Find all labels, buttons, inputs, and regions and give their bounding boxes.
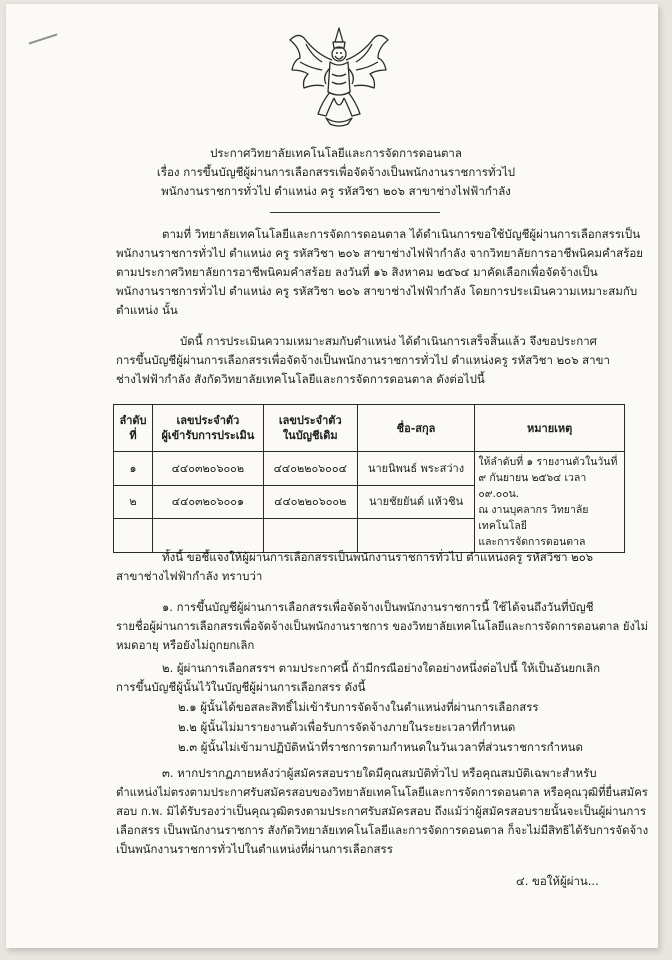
candidate-table	[113, 404, 625, 553]
row-order: ๒	[114, 485, 153, 519]
header-name: ชื่อ-สกุล	[357, 405, 475, 452]
paragraph2-line: บัดนี้ การประเมินความเหมาะสมกับตำแหน่ง ได้ดำเนินการเสร็จสิ้นแล้ว จึงขอประกาศ	[180, 334, 597, 348]
row-assessee-id: ๔๔๐๓๒๐๖๐๐๒	[152, 452, 263, 486]
item1-line: หมดอายุ หรือยังไม่ถูกยกเลิก	[116, 638, 255, 652]
row-name: นายชัยยันต์ แห้วชิน	[357, 485, 475, 519]
header-assessee-id: เลขประจำตัว ผู้เข้ารับการประเมิน	[152, 405, 263, 452]
continuation-text: ๔. ขอให้ผู้ผ่าน...	[516, 874, 599, 888]
subitem-line: ๒.๑ ผู้นั้นได้ขอสละสิทธิ์ไม่เข้ารับการจัดจ้างในตำแหน่งที่ผ่านการเลือกสรร	[178, 700, 539, 714]
subitem-line: ๒.๓ ผู้นั้นไม่เข้ามาปฏิบัติหน้าที่ราชการตามกำหนดในวันเวลาที่ส่วนราชการกำหนด	[178, 740, 583, 754]
subitem-line: ๒.๒ ผู้นั้นไม่มารายงานตัวเพื่อรับการจัดจ้างภายในระยะเวลาที่กำหนด	[178, 720, 516, 734]
item3-line: ตำแหน่งไม่ตรงตามประกาศรับสมัครสอบของวิทยาลัยเทคโนโลยีและการจัดการดอนตาล หรือคุณวุฒิที่ยื่นสมัคร	[116, 785, 648, 799]
paragraph1-line: ตามที่ วิทยาลัยเทคโนโลยีและการจัดการดอนตาล ได้ดำเนินการขอใช้บัญชีผู้ผ่านการเลือกสรรเป็น	[162, 227, 641, 241]
table-header-row	[114, 405, 625, 452]
paragraph3-line: สาขาช่างไฟฟ้ากำลัง ทราบว่า	[116, 569, 263, 583]
paragraph1-line: พนักงานราชการทั่วไป ตำแหน่ง ครู รหัสวิชา ๒๐๖ สาขาช่างไฟฟ้ากำลัง โดยการประเมินความเหมาะสมกับ	[116, 284, 638, 298]
row-order	[114, 519, 153, 553]
paragraph2-line: ช่างไฟฟ้ากำลัง สังกัดวิทยาลัยเทคโนโลยีและการจัดการดอนตาล ดังต่อไปนี้	[116, 372, 485, 386]
paragraph1-line: ตามประกาศวิทยาลัยการอาชีพนิคมคำสร้อย ลงวันที่ ๑๖ สิงหาคม ๒๕๖๔ มาคัดเลือกเพื่อจัดจ้างเป็น	[116, 265, 598, 279]
paragraph1-line: พนักงานราชการทั่วไป ตำแหน่ง ครู รหัสวิชา ๒๐๖ สาขาช่างไฟฟ้ากำลัง จากวิทยาลัยการอาชีพนิคมคำสร้อย	[116, 246, 644, 260]
paragraph2-line: การขึ้นบัญชีผู้ผ่านการเลือกสรรเพื่อจัดจ้างเป็นพนักงานราชการทั่วไป ตำแหน่งครู รหัสวิชา ๒๐๖ สาขา	[116, 353, 610, 367]
item3-line: เลือกสรร เป็นพนักงานราชการ สังกัดวิทยาลัยเทคโนโลยีและการจัดการดอนตาล ก็จะไม่มีสิทธิได้รับการจัดจ้าง	[116, 823, 649, 837]
row-name: นายนิพนธ์ พระสว่าง	[357, 452, 475, 486]
row-assessee-id: ๔๔๐๓๒๐๖๐๐๑	[152, 485, 263, 519]
row-original-id: ๔๔๐๒๒๐๖๐๐๔	[263, 452, 357, 486]
item2-line: การขึ้นบัญชีผู้นั้นไว้ในบัญชีผู้ผ่านการเลือกสรร ดังนี้	[116, 680, 366, 694]
row-name	[357, 519, 475, 553]
item1-line: รายชื่อผู้ผ่านการเลือกสรรเพื่อจัดจ้างเป็นพนักงานราชการ ของวิทยาลัยเทคโนโลยีและการจัดการดอนตาล ยังไม่	[116, 619, 649, 633]
garuda-emblem-icon	[286, 26, 392, 130]
paragraph3-line: ทั้งนี้ ขอชี้แจงให้ผู้ผ่านการเลือกสรรเป็นพนักงานราชการทั่วไป ตำแหน่งครู รหัสวิชา ๒๐๖	[162, 550, 594, 564]
item3-line: ๓. หากปรากฏภายหลังว่าผู้สมัครสอบรายใดมีคุณสมบัติทั่วไป หรือคุณสมบัติเฉพาะสำหรับ	[162, 766, 597, 780]
item1-line: ๑. การขึ้นบัญชีผู้ผ่านการเลือกสรรเพื่อจัดจ้างเป็นพนักงานราชการนี้ ใช้ได้จนถึงวันที่บัญชี	[162, 600, 594, 614]
announcement-subject: เรื่อง การขึ้นบัญชีผู้ผ่านการเลือกสรรเพื่อจัดจ้างเป็นพนักงานราชการทั่วไป	[156, 165, 516, 179]
row-remarks: ให้ลำดับที่ ๑ รายงานตัวในวันที่ ๙ กันยายน ๒๕๖๔ เวลา ๐๙.๐๐น. ณ งานบุคลากร วิทยาลัยเทคโนโลยี และการจัดการดอนตาล	[475, 452, 625, 553]
paragraph1-line: ตำแหน่ง นั้น	[116, 303, 178, 317]
item3-line: สอบ ก.พ. มิได้รับรองว่าเป็นคุณวุฒิตรงตามประกาศรับสมัครสอบ ถึงแม้ว่าผู้สมัครสอบรายนั้นจะเป็นผู้ผ่านการ	[116, 804, 646, 818]
item3-line: เป็นพนักงานราชการทั่วไปในตำแหน่งที่ผ่านการเลือกสรร	[116, 842, 393, 856]
header-divider	[270, 212, 440, 213]
row-original-id: ๔๔๐๒๒๐๖๐๐๒	[263, 485, 357, 519]
header-remarks: หมายเหตุ	[475, 405, 625, 452]
row-original-id	[263, 519, 357, 553]
announcement-title: ประกาศวิทยาลัยเทคโนโลยีและการจัดการดอนตาล	[210, 146, 462, 160]
item2-line: ๒. ผู้ผ่านการเลือกสรรฯ ตามประกาศนี้ ถ้ามีกรณีอย่างใดอย่างหนึ่งต่อไปนี้ ให้เป็นอันยกเลิก	[162, 661, 601, 675]
header-original-id: เลขประจำตัว ในบัญชีเดิม	[263, 405, 357, 452]
announcement-position: พนักงานราชการทั่วไป ตำแหน่ง ครู รหัสวิชา ๒๐๖ สาขาช่างไฟฟ้ากำลัง	[161, 184, 511, 198]
row-order: ๑	[114, 452, 153, 486]
table-row	[114, 452, 625, 486]
row-assessee-id	[152, 519, 263, 553]
header-order: ลำดับ ที่	[114, 405, 153, 452]
